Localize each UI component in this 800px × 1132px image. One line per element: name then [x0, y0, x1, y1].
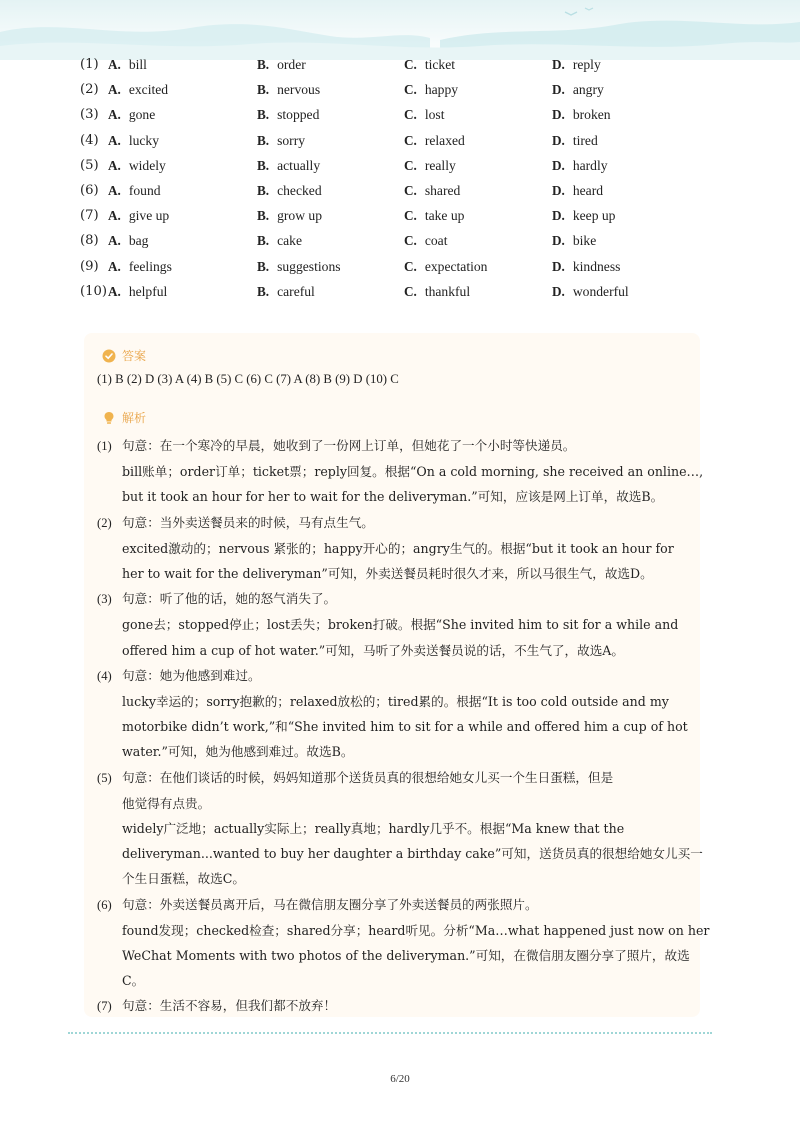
option-word: coat [424, 233, 448, 249]
option-word: bike [572, 233, 597, 249]
option-c [404, 178, 460, 204]
analysis-line [97, 918, 710, 943]
option-b [257, 228, 302, 254]
option-d [552, 102, 611, 128]
analysis-line [97, 459, 704, 484]
analysis-text: WeChat Moments with two photos of the deliveryman.”可知，在微信朋友圈分享了照片，故选 [122, 948, 690, 964]
analysis-number: (4) [97, 668, 112, 683]
analysis-line [97, 943, 697, 968]
analysis-list [97, 433, 710, 1020]
option-word: ticket [424, 57, 456, 72]
option-a [108, 254, 172, 280]
analysis-line [97, 816, 697, 841]
option-letter: D. [552, 57, 565, 72]
option-row [80, 128, 720, 153]
analysis-line [97, 433, 697, 459]
option-word: feelings [128, 258, 172, 274]
option-row [80, 102, 720, 127]
option-word: tired [572, 132, 598, 148]
analysis-line [97, 866, 697, 891]
analysis-text: found发现；checked检查；shared分享；heard听见。分析“Ma…what happened just now on her [122, 922, 710, 938]
analysis-line [97, 765, 697, 791]
option-d [552, 254, 620, 280]
option-letter: B. [257, 208, 270, 224]
analysis-item [97, 510, 697, 587]
question-number: (7) [80, 208, 99, 224]
option-letter: A. [108, 283, 121, 299]
option-word: checked [277, 182, 322, 198]
check-badge-icon [102, 349, 116, 363]
option-word: thankful [424, 283, 471, 299]
answer-tag-label: 答案 [122, 349, 147, 363]
analysis-line [97, 739, 697, 764]
option-letter: A. [108, 57, 121, 72]
analysis-text: excited激动的；nervous 紧张的；happy开心的；angry生气的。根据“but it took an hour for [122, 540, 674, 556]
question-number: (9) [80, 258, 99, 274]
option-word: grow up [277, 208, 323, 224]
analysis-text: offered him a cup of hot water.”可知，马听了外卖送餐员说的话，不生气了，故选A。 [122, 642, 624, 658]
answer-tag [102, 347, 146, 364]
option-word: relaxed [424, 132, 465, 148]
option-word: keep up [572, 208, 616, 224]
analysis-tag-label: 解析 [122, 411, 147, 425]
option-letter: A. [108, 132, 121, 148]
page-number: 6/20 [390, 1073, 410, 1085]
option-word: gone [128, 107, 156, 123]
analysis-line [97, 993, 697, 1019]
analysis-text: 句意：她为他感到难过。 [122, 667, 261, 683]
analysis-text: motorbike didn’t work,”和“She invited him to sit for a while and offered him a cup of hot [122, 719, 688, 735]
option-b [257, 254, 341, 280]
option-d [552, 279, 629, 305]
analysis-text: deliveryman...wanted to buy her daughter a birthday cake”可知，送货员真的很想给她女儿买一 [122, 846, 703, 862]
option-word: lost [424, 107, 445, 123]
analysis-line [97, 638, 697, 663]
option-a [108, 279, 167, 305]
option-c [404, 52, 455, 78]
option-word: take up [424, 208, 465, 224]
answer-key: (1) B (2) D (3) A (4) B (5) C (6) C (7) A (8) B (9) D (10) C [97, 372, 399, 386]
option-a [108, 52, 147, 78]
option-word: give up [128, 208, 170, 224]
option-letter: B. [257, 132, 270, 148]
option-letter: C. [404, 57, 417, 72]
analysis-text: lucky幸运的；sorry抱歉的；relaxed放松的；tired累的。根据“It is too cold outside and my [122, 694, 669, 710]
question-number: (4) [80, 132, 99, 148]
option-letter: A. [108, 157, 121, 173]
option-letter: A. [108, 82, 121, 98]
analysis-item [97, 993, 697, 1019]
lightbulb-icon [102, 411, 116, 425]
option-letter: D. [552, 132, 565, 148]
option-word: nervous [277, 82, 321, 98]
analysis-text: 句意：听了他的话，她的怒气消失了。 [122, 591, 337, 607]
analysis-text: 句意：在他们谈话的时候，妈妈知道那个送货员真的很想给她女儿买一个生日蛋糕，但是 [122, 769, 614, 785]
analysis-text: her to wait for the deliveryman”可知，外卖送餐员耗时很久才来，所以马很生气，故选D。 [122, 566, 653, 582]
option-d [552, 52, 601, 78]
option-letter: D. [552, 107, 565, 123]
option-row [80, 254, 720, 279]
option-letter: B. [257, 182, 270, 198]
option-a [108, 77, 168, 103]
option-row [80, 77, 720, 102]
option-a [108, 128, 159, 154]
option-word: shared [424, 182, 461, 198]
analysis-number: (3) [97, 592, 112, 607]
option-c [404, 153, 456, 179]
option-row [80, 228, 720, 253]
option-d [552, 203, 615, 229]
analysis-line [97, 968, 697, 993]
option-c [404, 279, 470, 305]
option-word: really [424, 157, 456, 173]
option-d [552, 128, 598, 154]
option-word: careful [277, 283, 315, 299]
analysis-number: (7) [97, 999, 112, 1014]
analysis-tag [102, 409, 146, 426]
question-number: (8) [80, 233, 99, 249]
option-word: found [128, 182, 161, 198]
option-d [552, 228, 596, 254]
option-row [80, 153, 720, 178]
analysis-text: widely广泛地；actually实际上；really真地；hardly几乎不。根据“Ma knew that the [122, 821, 625, 837]
option-letter: B. [257, 258, 270, 274]
option-word: reply [572, 57, 601, 72]
option-letter: C. [404, 258, 417, 274]
option-letter: B. [257, 283, 270, 299]
option-letter: C. [404, 283, 417, 299]
option-word: cake [277, 233, 302, 249]
analysis-line [97, 612, 697, 637]
option-letter: C. [404, 107, 417, 123]
analysis-item [97, 586, 697, 663]
analysis-text: but it took an hour for her to wait for the deliveryman.”可知，应该是网上订单，故选B。 [122, 489, 664, 505]
option-word: hardly [572, 157, 608, 173]
option-letter: D. [552, 283, 565, 299]
question-number: (2) [80, 82, 99, 98]
option-letter: A. [108, 233, 121, 249]
option-c [404, 228, 447, 254]
option-a [108, 203, 169, 229]
option-d [552, 153, 608, 179]
option-letter: A. [108, 208, 121, 224]
analysis-number: (5) [97, 770, 112, 785]
option-letter: B. [257, 233, 270, 249]
analysis-line [97, 689, 697, 714]
option-b [257, 77, 320, 103]
analysis-text: 他觉得有点贵。 [122, 795, 211, 811]
option-letter: D. [552, 157, 565, 173]
option-word: widely [128, 157, 166, 173]
option-c [404, 77, 458, 103]
question-number: (10) [80, 283, 108, 299]
option-word: angry [572, 82, 604, 98]
option-b [257, 203, 322, 229]
option-letter: D. [552, 82, 565, 98]
option-b [257, 52, 306, 78]
option-a [108, 178, 161, 204]
analysis-text: 句意：生活不容易，但我们都不放弃！ [122, 998, 337, 1014]
option-letter: A. [108, 182, 121, 198]
option-row [80, 279, 720, 304]
option-word: broken [572, 107, 611, 123]
dotted-divider [68, 1032, 712, 1034]
option-d [552, 178, 603, 204]
option-word: lucky [128, 132, 160, 148]
option-word: wonderful [572, 283, 629, 299]
analysis-line [97, 561, 697, 586]
option-c [404, 128, 465, 154]
question-number: (1) [80, 57, 99, 72]
analysis-item [97, 663, 697, 765]
analysis-item [97, 433, 704, 510]
option-word: excited [128, 82, 169, 98]
option-c [404, 254, 487, 280]
question-number: (5) [80, 157, 99, 173]
option-word: heard [572, 182, 604, 198]
option-word: helpful [128, 283, 168, 299]
question-number: (3) [80, 107, 99, 123]
option-word: suggestions [277, 258, 341, 274]
option-letter: C. [404, 208, 417, 224]
option-c [404, 203, 464, 229]
option-b [257, 128, 305, 154]
option-c [404, 102, 444, 128]
analysis-line [97, 714, 697, 739]
analysis-item [97, 892, 710, 994]
option-letter: C. [404, 157, 417, 173]
option-letter: C. [404, 82, 417, 98]
analysis-number: (6) [97, 897, 112, 912]
option-b [257, 178, 322, 204]
option-word: happy [424, 82, 459, 98]
option-word: stopped [277, 107, 320, 123]
option-row [80, 52, 720, 77]
analysis-line [97, 841, 703, 866]
option-word: bag [128, 233, 149, 249]
analysis-text: 句意：在一个寒冷的早晨，她收到了一份网上订单，但她花了一个小时等快递员。 [122, 438, 576, 453]
option-b [257, 102, 319, 128]
analysis-text: bill账单；order订单；ticket票；reply回复。根据“On a cold morning, she received an online…, [122, 464, 704, 480]
header-banner [0, 0, 800, 60]
option-word: sorry [277, 132, 306, 148]
option-b [257, 153, 320, 179]
option-row [80, 203, 720, 228]
analysis-line [97, 536, 697, 561]
analysis-line [97, 510, 697, 536]
analysis-line [97, 791, 697, 816]
analysis-item [97, 765, 703, 892]
option-letter: B. [257, 107, 270, 123]
analysis-text: C。 [122, 973, 145, 989]
analysis-text: 句意：当外卖送餐员来的时候，马有点生气。 [122, 514, 374, 530]
option-letter: D. [552, 208, 565, 224]
option-letter: A. [108, 107, 121, 123]
analysis-text: 个生日蛋糕，故选C。 [122, 871, 245, 887]
question-number: (6) [80, 182, 99, 198]
option-word: actually [277, 157, 321, 173]
option-row [80, 178, 720, 203]
option-a [108, 228, 148, 254]
analysis-number: (1) [97, 439, 112, 453]
analysis-text: water.”可知，她为他感到难过。故选B。 [122, 744, 354, 760]
option-letter: A. [108, 258, 121, 274]
option-letter: D. [552, 182, 565, 198]
analysis-line [97, 586, 697, 612]
option-letter: B. [257, 57, 270, 72]
options-list [80, 52, 720, 304]
analysis-line [97, 484, 697, 509]
analysis-line [97, 892, 697, 918]
option-b [257, 279, 315, 305]
option-letter: D. [552, 258, 565, 274]
option-word: bill [128, 57, 147, 72]
option-a [108, 102, 155, 128]
option-word: order [277, 57, 306, 72]
option-word: kindness [572, 258, 621, 274]
option-letter: C. [404, 132, 417, 148]
analysis-number: (2) [97, 515, 112, 530]
option-letter: C. [404, 182, 417, 198]
option-letter: D. [552, 233, 565, 249]
analysis-line [97, 663, 697, 689]
option-d [552, 77, 604, 103]
option-letter: B. [257, 82, 270, 98]
analysis-text: gone去；stopped停止；lost丢失；broken打破。根据“She invited him to sit for a while and [122, 617, 679, 633]
analysis-text: 句意：外卖送餐员离开后，马在微信朋友圈分享了外卖送餐员的两张照片。 [122, 896, 538, 912]
option-word: expectation [424, 258, 488, 274]
option-letter: B. [257, 157, 270, 173]
option-letter: C. [404, 233, 417, 249]
option-a [108, 153, 166, 179]
